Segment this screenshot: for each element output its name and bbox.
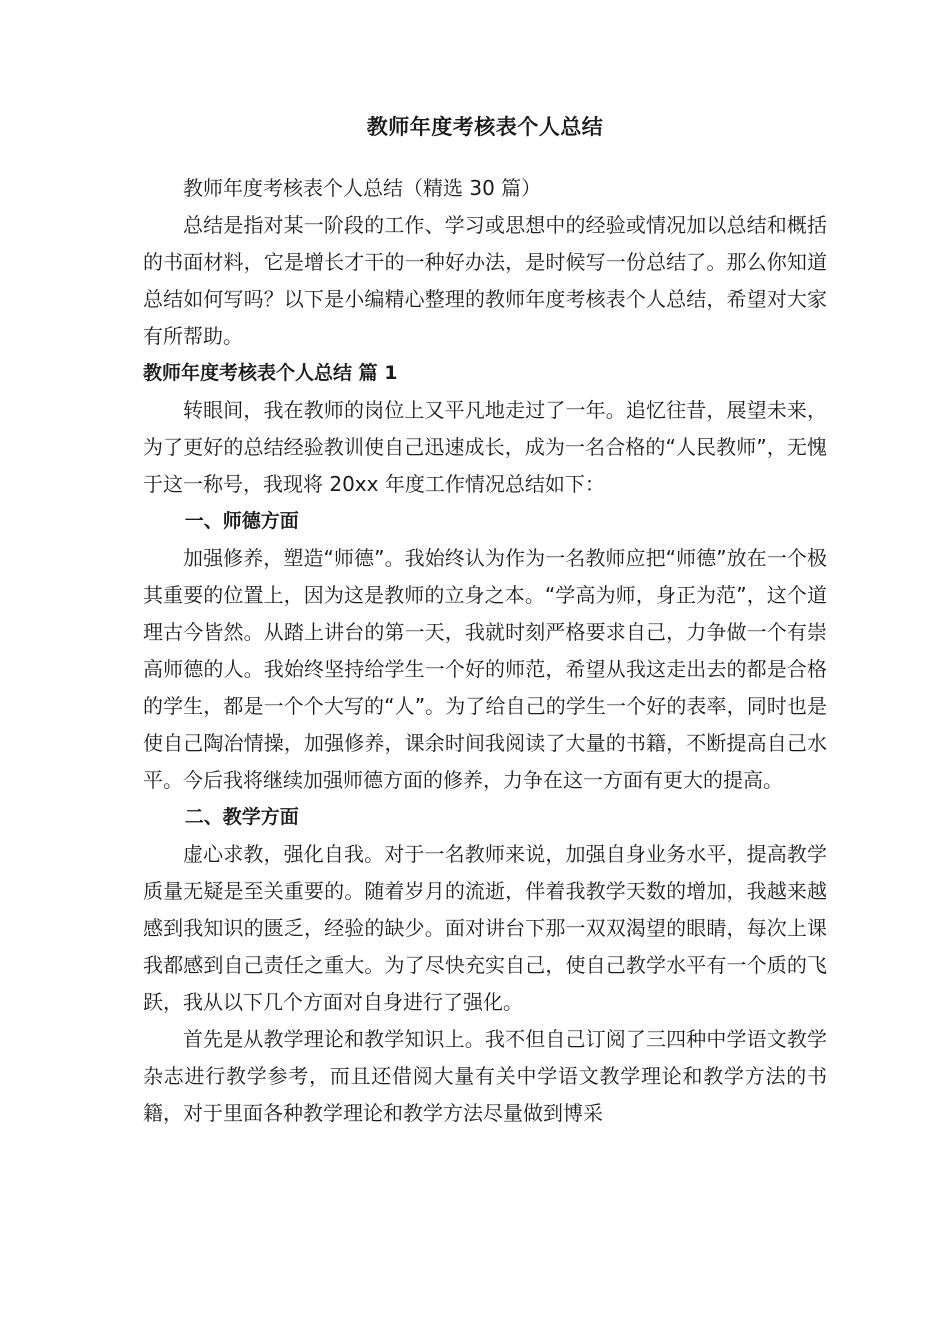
teaching-paragraph-2: 首先是从教学理论和教学知识上。我不但自己订阅了三四种中学语文教学杂志进行教学参考，而且还借阅大量有关中学语文教学理论和教学方法的书籍，对于里面各种教学理论和教学方法尽量做到博采 <box>143 1027 827 1125</box>
section1-paragraph-1: 转眼间，我在教师的岗位上又平凡地走过了一年。追忆往昔，展望未来，为了更好的总结经验教训使自己迅速成长，成为一名合格的“人民教师”，无愧于这一称号，我现将 20xx 年度工作情况总结如下： <box>143 398 827 496</box>
document-title: 教师年度考核表个人总结 <box>366 115 604 139</box>
section-heading: 教师年度考核表个人总结 篇 1 <box>143 362 398 384</box>
intro-paragraph: 总结是指对某一阶段的工作、学习或思想中的经验或情况加以总结和概括的书面材料，它是增长才干的一种好办法，是时候写一份总结了。那么你知道总结如何写吗？以下是小编精心整理的教师年度考核表个人总结，希望对大家有所帮助。 <box>143 213 827 348</box>
subsection-heading-ethics: 一、师德方面 <box>184 510 299 532</box>
document-subtitle: 教师年度考核表个人总结（精选 30 篇） <box>183 176 542 200</box>
teaching-paragraph-1: 虚心求教，强化自我。对于一名教师来说，加强自身业务水平，提高教学质量无疑是至关重要的。随着岁月的流逝，伴着我教学天数的增加，我越来越感到我知识的匮乏，经验的缺少。面对讲台下那一双双渴望的眼睛，每次上课我都感到自己责任之重大。为了尽快充实自己，使自己教学水平有一个质的飞跃，我从以下几个方面对自身进行了强化。 <box>143 842 827 1014</box>
subsection-heading-teaching: 二、教学方面 <box>184 806 299 828</box>
ethics-paragraph: 加强修养，塑造“师德”。我始终认为作为一名教师应把“师德”放在一个极其重要的位置上，因为这是教师的立身之本。“学高为师，身正为范”，这个道理古今皆然。从踏上讲台的第一天，我就时刻严格要求自己，力争做一个有崇高师德的人。我始终坚持给学生一个好的师范，希望从我这走出去的都是合格的学生，都是一个个大写的“人”。为了给自己的学生一个好的表率，同时也是使自己陶冶情操，加强修养，课余时间我阅读了大量的书籍，不断提高自己水平。今后我将继续加强师德方面的修养，力争在这一方面有更大的提高。 <box>143 546 827 792</box>
document-page <box>143 106 827 1132</box>
